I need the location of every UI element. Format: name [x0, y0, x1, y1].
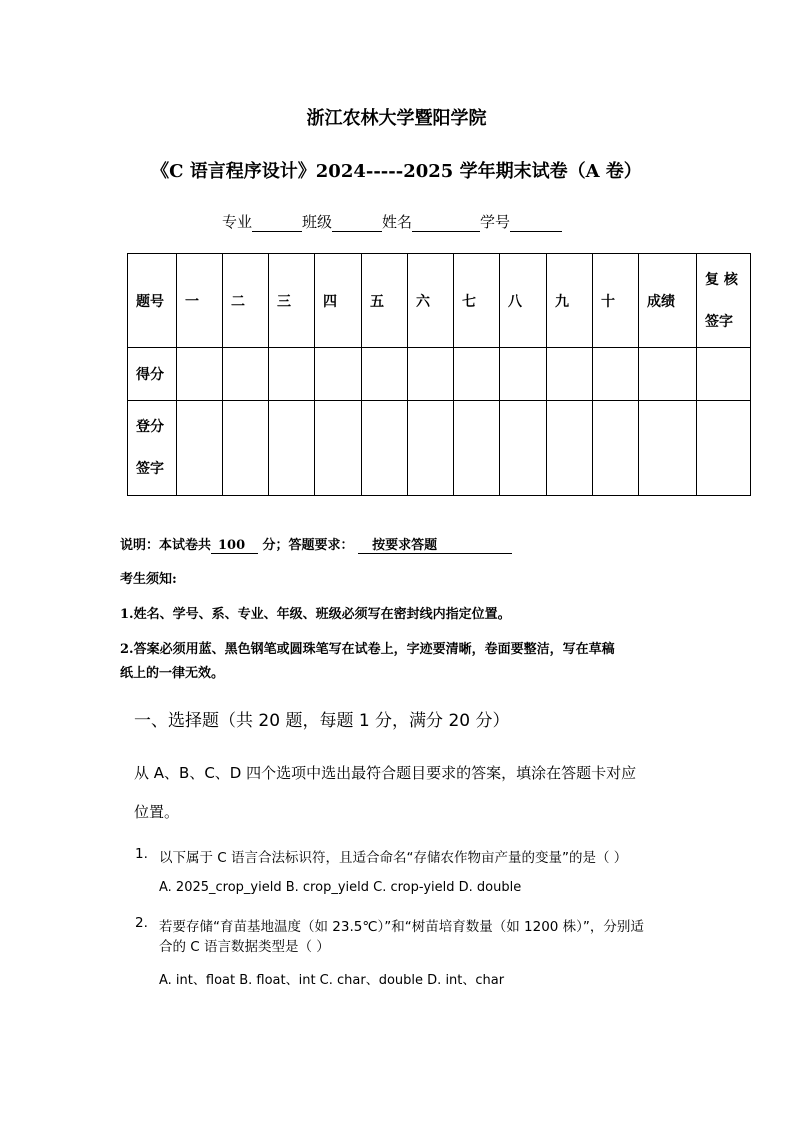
- student-id-label: 学号: [480, 213, 511, 231]
- score-cell[interactable]: [697, 348, 751, 401]
- score-row-label: 得分: [128, 348, 177, 401]
- score-cell[interactable]: [408, 348, 454, 401]
- answer-requirement: 按要求答题: [358, 534, 512, 554]
- table-row: [128, 401, 751, 496]
- score-cell[interactable]: [315, 348, 362, 401]
- sign-cell[interactable]: [223, 401, 269, 496]
- exam-title: 《C 语言程序设计》2024-----2025 学年期末试卷（A 卷）: [151, 161, 642, 182]
- class-blank[interactable]: [332, 215, 382, 232]
- header-cell: 九: [547, 254, 593, 348]
- sign-label-2: 签字: [136, 461, 164, 477]
- review-label: 复 核: [705, 271, 738, 288]
- header-cell-review: [697, 254, 751, 348]
- header-cell: 十: [593, 254, 639, 348]
- header-cell: 一: [177, 254, 223, 348]
- question-2-number: 2.: [135, 915, 148, 931]
- question-1-number: 1.: [135, 846, 148, 862]
- question-2-text-cont: 合的 C 语言数据类型是（ ）: [159, 939, 330, 955]
- header-cell: 成绩: [639, 254, 697, 348]
- header-cell: 五: [362, 254, 408, 348]
- sign-cell[interactable]: [547, 401, 593, 496]
- table-row: [128, 254, 751, 348]
- sign-row-label: [128, 401, 177, 496]
- exam-description: [120, 534, 512, 554]
- sign-cell[interactable]: [177, 401, 223, 496]
- score-table: [127, 253, 751, 496]
- sign-cell[interactable]: [269, 401, 315, 496]
- header-cell: 三: [269, 254, 315, 348]
- notice-2-line1: 2.答案必须用蓝、黑色钢笔或圆珠笔写在试卷上，字迹要清晰，卷面要整洁，写在草稿: [120, 642, 615, 657]
- score-cell[interactable]: [362, 348, 408, 401]
- section-title: 一、选择题（共 20 题，每题 1 分，满分 20 分）: [134, 711, 510, 731]
- student-id-blank[interactable]: [510, 215, 562, 232]
- sign-cell[interactable]: [639, 401, 697, 496]
- notice-title: 考生须知:: [120, 572, 177, 587]
- signature-label: 签字: [705, 313, 733, 330]
- notice-1: 1.姓名、学号、系、专业、年级、班级必须写在密封线内指定位置。: [120, 607, 511, 622]
- score-cell[interactable]: [639, 348, 697, 401]
- sign-cell[interactable]: [500, 401, 547, 496]
- major-label: 专业: [222, 213, 253, 231]
- score-cell[interactable]: [500, 348, 547, 401]
- header-cell: 七: [454, 254, 500, 348]
- header-cell: 题号: [128, 254, 177, 348]
- header-cell: 四: [315, 254, 362, 348]
- name-label: 姓名: [382, 213, 413, 231]
- question-2-options: A. int、float B. float、int C. char、double D. int、char: [159, 973, 505, 988]
- sign-cell[interactable]: [408, 401, 454, 496]
- score-cell[interactable]: [454, 348, 500, 401]
- class-label: 班级: [302, 213, 333, 231]
- section-intro-line2: 位置。: [134, 803, 180, 821]
- name-blank[interactable]: [412, 215, 480, 232]
- sign-cell[interactable]: [315, 401, 362, 496]
- section-intro-line1: 从 A、B、C、D 四个选项中选出最符合题目要求的答案，填涂在答题卡对应: [134, 764, 637, 782]
- question-1-options: A. 2025_crop_yield B. crop_yield C. crop-yield D. double: [159, 880, 522, 895]
- score-cell[interactable]: [547, 348, 593, 401]
- score-cell[interactable]: [177, 348, 223, 401]
- sign-cell[interactable]: [593, 401, 639, 496]
- sign-cell[interactable]: [697, 401, 751, 496]
- score-cell[interactable]: [223, 348, 269, 401]
- total-score: 100: [211, 538, 258, 554]
- sign-cell[interactable]: [362, 401, 408, 496]
- header-cell: 八: [500, 254, 547, 348]
- header-cell: 二: [223, 254, 269, 348]
- notice-2-line2: 纸上的一律无效。: [120, 666, 225, 681]
- desc-prefix: 说明：本试卷共: [120, 538, 212, 553]
- header-cell: 六: [408, 254, 454, 348]
- question-2-text: 若要存储“育苗基地温度（如 23.5℃）”和“树苗培育数量（如 1200 株）”，分别适: [159, 919, 644, 935]
- table-row: [128, 348, 751, 401]
- sign-cell[interactable]: [454, 401, 500, 496]
- student-info-fields: [222, 211, 562, 232]
- score-cell[interactable]: [269, 348, 315, 401]
- school-title: 浙江农林大学暨阳学院: [306, 108, 487, 129]
- question-1-text: 以下属于 C 语言合法标识符，且适合命名“存储农作物亩产量的变量”的是（ ）: [159, 850, 628, 866]
- sign-label-1: 登分: [136, 419, 164, 435]
- major-blank[interactable]: [252, 215, 302, 232]
- score-cell[interactable]: [593, 348, 639, 401]
- desc-mid: 分；答题要求：: [262, 538, 354, 553]
